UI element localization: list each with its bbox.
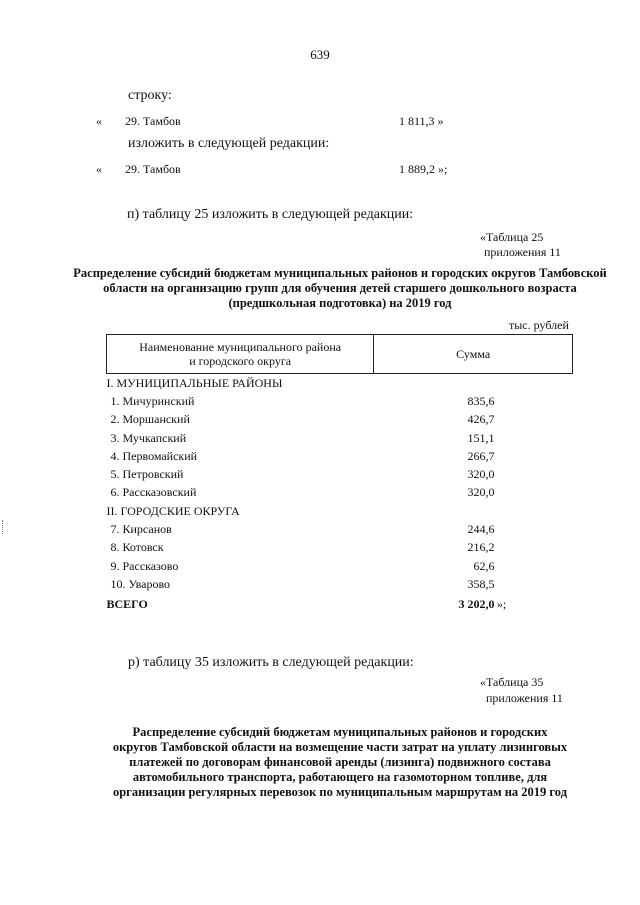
district-name: 1. Мичуринский [110, 393, 195, 408]
old-entry-value: 1 811,3 » [399, 114, 444, 128]
table-row [107, 465, 573, 483]
new-entry-name: 29. Тамбов [125, 162, 181, 176]
district-value: 426,7 [467, 412, 495, 427]
district-value: 320,0 [467, 485, 495, 500]
district-name: 4. Первомайский [110, 448, 198, 463]
city-name: 7. Кирсанов [110, 522, 172, 537]
city-name: 9. Рассказово [110, 558, 179, 573]
item-p-text: п) таблицу 25 изложить в следующей редакции: [127, 207, 414, 222]
city-value: 244,6 [467, 522, 495, 537]
total-value: 3 202,0 [458, 597, 495, 612]
section-heading-cities: II. ГОРОДСКИЕ ОКРУГА [106, 503, 240, 518]
district-name: 3. Мучкапский [110, 430, 187, 445]
page-number: 639 [310, 47, 330, 62]
old-entry-name: 29. Тамбов [125, 114, 181, 128]
column-header-name [107, 335, 374, 374]
table-row [107, 411, 573, 429]
section-row [107, 502, 573, 520]
new-entry-value: 1 889,2 »; [399, 162, 448, 176]
city-value: 216,2 [467, 540, 495, 555]
district-value: 266,7 [467, 448, 495, 463]
table-row [107, 429, 573, 447]
table25-units: тыс. рублей [509, 318, 569, 332]
item-r-text: р) таблицу 35 изложить в следующей редакции: [128, 655, 414, 670]
intro-line-row: строку: [128, 88, 172, 103]
table-row [107, 392, 573, 410]
district-name: 6. Рассказовский [110, 485, 197, 500]
city-value: 62,6 [473, 558, 495, 573]
table25-title: Распределение субсидий бюджетам муниципальных районов и городских округов Тамбовской области на организацию групп для обучения детей старшего дошкольного возраста (предшкольная подготовка) на 2019 год [73, 266, 607, 310]
total-label: ВСЕГО [106, 597, 148, 612]
city-name: 8. Котовск [110, 540, 164, 555]
table-row [107, 484, 573, 502]
city-value: 358,5 [467, 576, 495, 591]
district-value: 151,1 [467, 430, 495, 445]
table25 [106, 334, 573, 616]
table-row [107, 447, 573, 465]
total-cell [374, 594, 573, 616]
column-header-name-line1: Наименование муниципального района [139, 340, 342, 354]
table-row [107, 539, 573, 557]
table-row [107, 557, 573, 575]
table25-ref-line1: «Таблица 25 [480, 230, 544, 244]
district-value: 320,0 [467, 467, 495, 482]
open-quote: « [96, 162, 102, 176]
column-header-sum: Сумма [374, 335, 573, 374]
table-row [107, 520, 573, 538]
table35-ref-line1: «Таблица 35 [480, 675, 544, 689]
total-row [107, 594, 573, 616]
section-heading-districts: I. МУНИЦИПАЛЬНЫЕ РАЙОНЫ [106, 375, 283, 390]
city-name: 10. Уварово [110, 576, 171, 591]
column-header-name-line2: и городского округа [189, 354, 292, 368]
table35-title: Распределение субсидий бюджетам муниципальных районов и городских округов Тамбовской области на возмещение части затрат на уплату лизинговых платежей по договорам финансовой аренды (лизинга) подвижного состава автомобильного транспорта, работающего на газомоторном топливе, для организации регулярных перевозок по муниципальным маршрутам на 2019 год [112, 725, 568, 799]
section-row [107, 374, 573, 393]
table35-ref-line2: приложения 11 [486, 691, 563, 705]
table25-ref-line2: приложения 11 [484, 245, 561, 259]
district-value: 835,6 [467, 393, 495, 408]
intro-line-replace: изложить в следующей редакции: [128, 136, 330, 151]
total-suffix: »; [496, 597, 507, 612]
district-name: 5. Петровский [110, 467, 184, 482]
table-header-row [107, 335, 573, 374]
district-name: 2. Моршанский [110, 412, 190, 427]
table-row [107, 575, 573, 593]
margin-mark [2, 520, 5, 534]
open-quote: « [96, 114, 102, 128]
